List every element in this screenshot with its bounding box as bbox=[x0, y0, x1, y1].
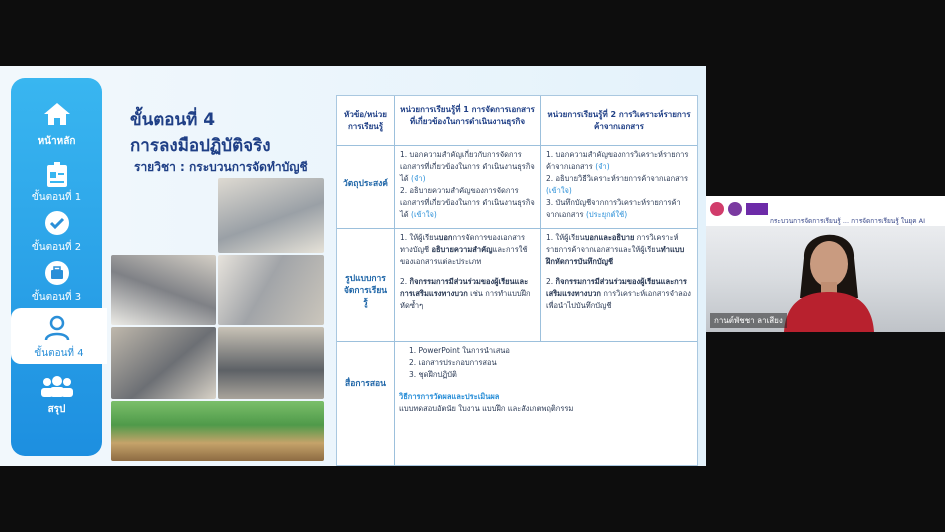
lesson-plan-table bbox=[336, 95, 698, 466]
sidebar-item-label: ขั้นตอนที่ 3 bbox=[31, 292, 82, 303]
university-logo bbox=[710, 202, 724, 216]
evaluation-text: แบบทดสอบอัตนัย ใบงาน แบบฝึก และสังเกตพฤติกรรม bbox=[399, 404, 574, 413]
home-icon bbox=[43, 102, 71, 126]
check-icon bbox=[44, 210, 70, 236]
table-header-unit2: หน่วยการเรียนรู้ที่ 2 การวิเคราะห์รายการค้าจากเอกสาร bbox=[541, 96, 697, 146]
format-item: 1. ให้ผู้เรียนบอกการจัดการของเอกสารทางบัญชี อธิบายความสำคัญและการใช้ของเอกสารแต่ละประเภท bbox=[400, 233, 528, 266]
faculty-logo bbox=[728, 202, 742, 216]
classroom-photo bbox=[218, 178, 324, 253]
format-item: 1. ให้ผู้เรียนบอกและอธิบาย การวิเคราะห์รายการค้าจากเอกสารและให้ผู้เรียนทำแบบฝึกหัดการบันทึกบัญชี bbox=[546, 233, 685, 266]
classroom-photo bbox=[111, 178, 216, 253]
sidebar-item-label: ขั้นตอนที่ 1 bbox=[31, 192, 82, 203]
briefcase-icon bbox=[44, 260, 70, 286]
participant-name: กานต์พัชชา ลาเสียง bbox=[710, 313, 787, 328]
format-unit2 bbox=[541, 229, 697, 342]
partner-logo bbox=[746, 203, 768, 215]
sidebar-item-label: หน้าหลัก bbox=[37, 136, 76, 147]
sidebar-item-step1[interactable] bbox=[11, 156, 102, 206]
media-item: 1. PowerPoint ในการนำเสนอ bbox=[409, 346, 510, 355]
row-label-media: สื่อการสอน bbox=[337, 342, 395, 465]
objective-item: 2. อธิบายวิธีวิเคราะห์รายการค้าจากเอกสาร (เข้าใจ) bbox=[546, 174, 688, 195]
sidebar-item-step4[interactable] bbox=[11, 308, 107, 364]
banner-text: กระบวนการจัดการเรียนรู้ ... การจัดการเรียนรู้ ในยุค AI bbox=[770, 217, 926, 225]
sidebar-item-label: สรุป bbox=[47, 404, 66, 415]
classroom-photo bbox=[218, 255, 324, 325]
objective-item: 2. อธิบายความสำคัญของการจัดการเอกสารที่เกี่ยวข้องในการ ดำเนินงานธุรกิจได้ (เข้าใจ) bbox=[400, 186, 535, 219]
format-item: 2. กิจกรรมการมีส่วนร่วมของผู้เรียนและการเสริมแรงทางบวก การวิเคราะห์เอกสารจำลองเพื่อนำไปบันทึกบัญชี bbox=[546, 277, 691, 310]
sidebar-item-summary[interactable] bbox=[11, 370, 102, 420]
media-item: 2. เอกสารประกอบการสอน bbox=[409, 358, 497, 367]
objective-item: 3. บันทึกบัญชีจากการวิเคราะห์รายการค้าจากเอกสาร (ประยุกต์ใช้) bbox=[546, 198, 681, 219]
classroom-photo bbox=[111, 327, 216, 399]
presenter-video bbox=[774, 218, 884, 332]
classroom-photo bbox=[111, 255, 216, 325]
objective-unit1 bbox=[395, 146, 541, 229]
id-card-icon bbox=[46, 162, 68, 188]
format-unit1 bbox=[395, 229, 541, 342]
evaluation-title: วิธีการการวัดผลและประเมินผล bbox=[399, 392, 500, 401]
table-header-unit1: หน่วยการเรียนรู้ที่ 1 การจัดการเอกสารที่เกี่ยวข้องในการดำเนินงานธุรกิจ bbox=[395, 96, 541, 146]
slide-subject: รายวิชา : กระบวนการจัดทำบัญชี bbox=[134, 160, 308, 174]
objective-item: 1. บอกความสำคัญของการวิเคราะห์รายการค้าจากเอกสาร (จำ) bbox=[546, 150, 689, 171]
webcam-tile[interactable] bbox=[706, 196, 945, 332]
slide-title-step: ขั้นตอนที่ 4 bbox=[130, 110, 216, 130]
slide-sidebar bbox=[11, 78, 102, 456]
table-header-topic: หัวข้อ/หน่วยการเรียนรู้ bbox=[337, 96, 395, 146]
sidebar-item-step2[interactable] bbox=[11, 206, 102, 256]
game-screenshot bbox=[111, 401, 324, 461]
sidebar-item-label: ขั้นตอนที่ 4 bbox=[34, 348, 84, 359]
objective-unit2 bbox=[541, 146, 697, 229]
row-label-format: รูปแบบการจัดการเรียนรู้ bbox=[337, 229, 395, 342]
sidebar-item-home[interactable] bbox=[11, 90, 102, 152]
objective-item: 1. บอกความสำคัญเกี่ยวกับการจัดการเอกสารที่เกี่ยวข้องในการ ดำเนินงานธุรกิจได้ (จำ) bbox=[400, 150, 535, 183]
classroom-photo bbox=[218, 327, 324, 399]
presentation-slide bbox=[0, 66, 706, 466]
classroom-photo-collage bbox=[111, 178, 324, 461]
media-content bbox=[395, 342, 697, 465]
row-label-objective: วัตถุประสงค์ bbox=[337, 146, 395, 229]
sidebar-item-step3[interactable] bbox=[11, 256, 102, 306]
media-item: 3. ชุดฝึกปฏิบัติ bbox=[409, 370, 457, 379]
group-icon bbox=[39, 376, 75, 398]
slide-title: การลงมือปฏิบัติจริง bbox=[130, 136, 271, 156]
sidebar-item-label: ขั้นตอนที่ 2 bbox=[31, 242, 82, 253]
format-item: 2. กิจกรรมการมีส่วนร่วมของผู้เรียนและการเสริมแรงทางบวก เช่น การทำแบบฝึกหัดซ้ำๆ bbox=[400, 277, 531, 310]
user-icon bbox=[43, 314, 71, 342]
